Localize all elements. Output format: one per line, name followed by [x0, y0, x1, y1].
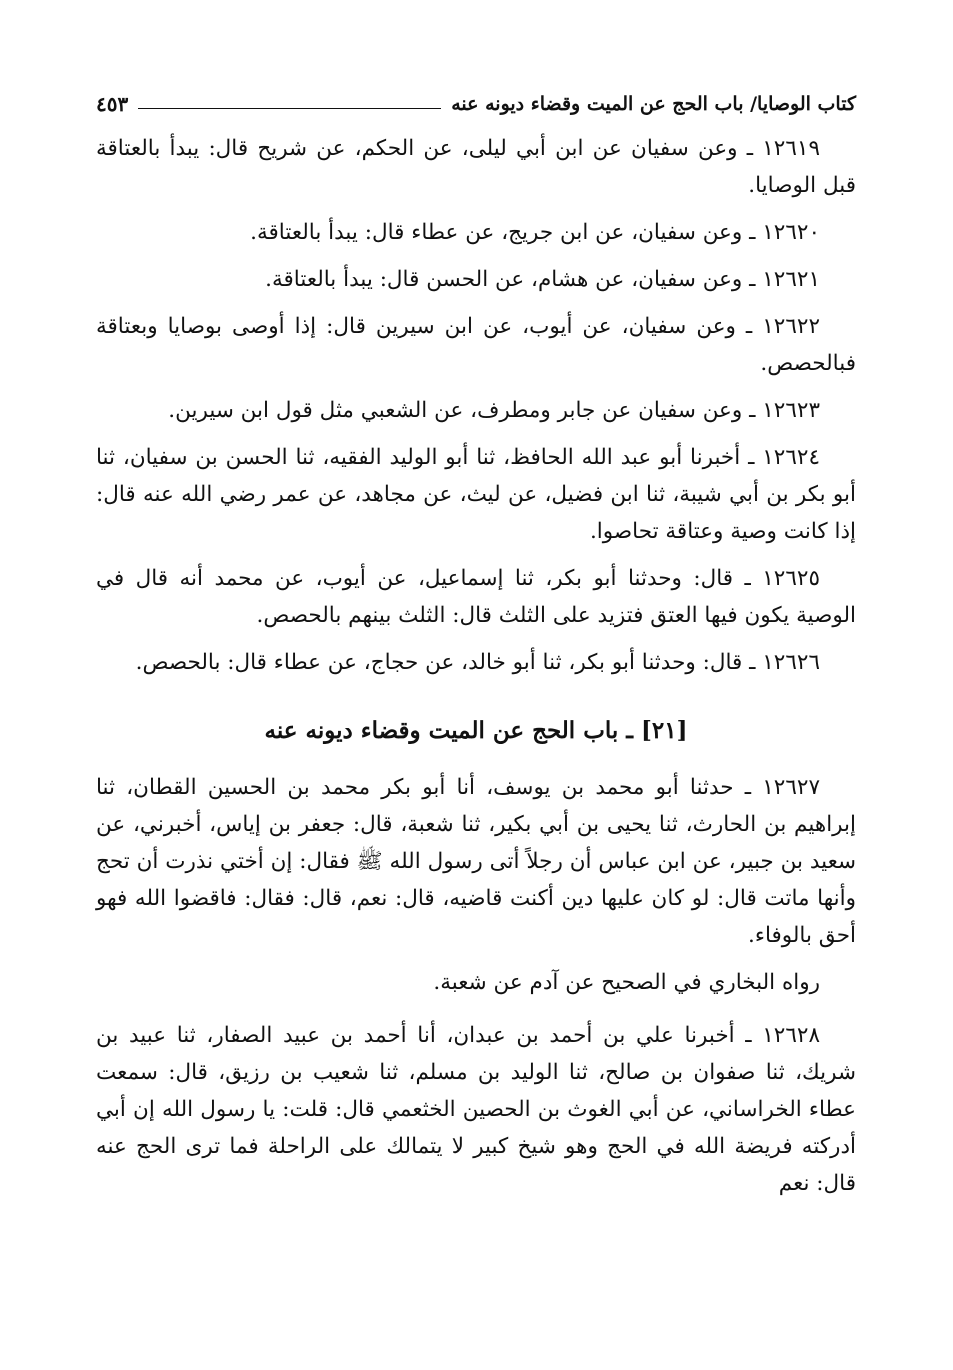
header-rule — [138, 108, 441, 109]
hadith-12624: ١٢٦٢٤ ـ أخبرنا أبو عبد الله الحافظ، ثنا أبو الوليد الفقيه، ثنا الحسن بن سفيان، ثنا أبو بكر بن أبي شيبة، ثنا ابن فضيل، عن ليث، عن مجاهد، عن عمر رضي الله عنه قال: إذا كانت وصية وعتاقة تحاصوا. — [96, 445, 856, 544]
book-page — [96, 88, 856, 1212]
hadith-12626: ١٢٦٢٦ ـ قال: وحدثنا أبو بكر، ثنا أبو خالد، عن حجاج، عن عطاء قال: بالحصص. — [135, 650, 820, 675]
hadith-12627: ١٢٦٢٧ ـ حدثنا أبو محمد بن يوسف، أنا أبو بكر محمد بن الحسين القطان، ثنا إبراهيم بن الحارث، ثنا يحيى بن أبي بكير، ثنا شعبة، قال: جعفر بن إياس، أخبرني، عن سعيد بن جبير، عن ابن عباس أن رجلاً أتى رسول الله ﷺ فقال: إن أختي نذرت أن تحج وأنها ماتت قال: لو كان عليها دين أكنت قاضيه، قال: نعم، قال: فقال: فاقضوا الله فهو أحق بالوفاء. — [96, 775, 856, 948]
narration-note: رواه البخاري في الصحيح عن آدم عن شعبة. — [433, 970, 820, 995]
section-heading: [٢١] ـ باب الحج عن الميت وقضاء ديونه عنه — [264, 717, 688, 744]
hadith-12623: ١٢٦٢٣ ـ وعن سفيان عن جابر ومطرف، عن الشعبي مثل قول ابن سيرين. — [168, 398, 820, 423]
hadith-12628: ١٢٦٢٨ ـ أخبرنا علي بن أحمد بن عبدان، أنا أحمد بن عبيد الصفار، ثنا عبيد بن شريك، ثنا صفوان بن صالح، ثنا الوليد بن مسلم، ثنا شعيب بن رزيق، قال: سمعت عطاء الخراساني، عن أبي الغوث بن الحصين الخثعمي قال: قلت: يا رسول الله إن أبي أدركته فريضة الله في الحج وهو شيخ كبير لا يتمالك على الراحلة فما ترى الحج عنه قال: نعم — [96, 1023, 856, 1196]
hadith-12620: ١٢٦٢٠ ـ وعن سفيان، عن ابن جريج، عن عطاء قال: يبدأ بالعتاقة. — [250, 220, 820, 245]
running-header — [96, 88, 856, 120]
page-number: ٤٥٣ — [96, 92, 129, 116]
hadith-12622: ١٢٦٢٢ ـ وعن سفيان، عن أيوب، عن ابن سيرين قال: إذا أوصى بوصايا وبعتاقة فبالحصص. — [96, 314, 856, 376]
hadith-12621: ١٢٦٢١ ـ وعن سفيان، عن هشام، عن الحسن قال: يبدأ بالعتاقة. — [265, 267, 820, 292]
hadith-12619: ١٢٦١٩ ـ وعن سفيان عن ابن أبي ليلى، عن الحكم، عن شريح قال: يبدأ بالعتاقة قبل الوصايا. — [96, 136, 856, 198]
header-title: كتاب الوصايا/ باب الحج عن الميت وقضاء ديونه عنه — [451, 93, 856, 115]
hadith-12625: ١٢٦٢٥ ـ قال: وحدثنا أبو بكر، ثنا إسماعيل، عن أيوب، عن محمد أنه قال في الوصية يكون فيها العتق فتزيد على الثلث قال: الثلث بينهم بالحصص. — [96, 566, 856, 628]
